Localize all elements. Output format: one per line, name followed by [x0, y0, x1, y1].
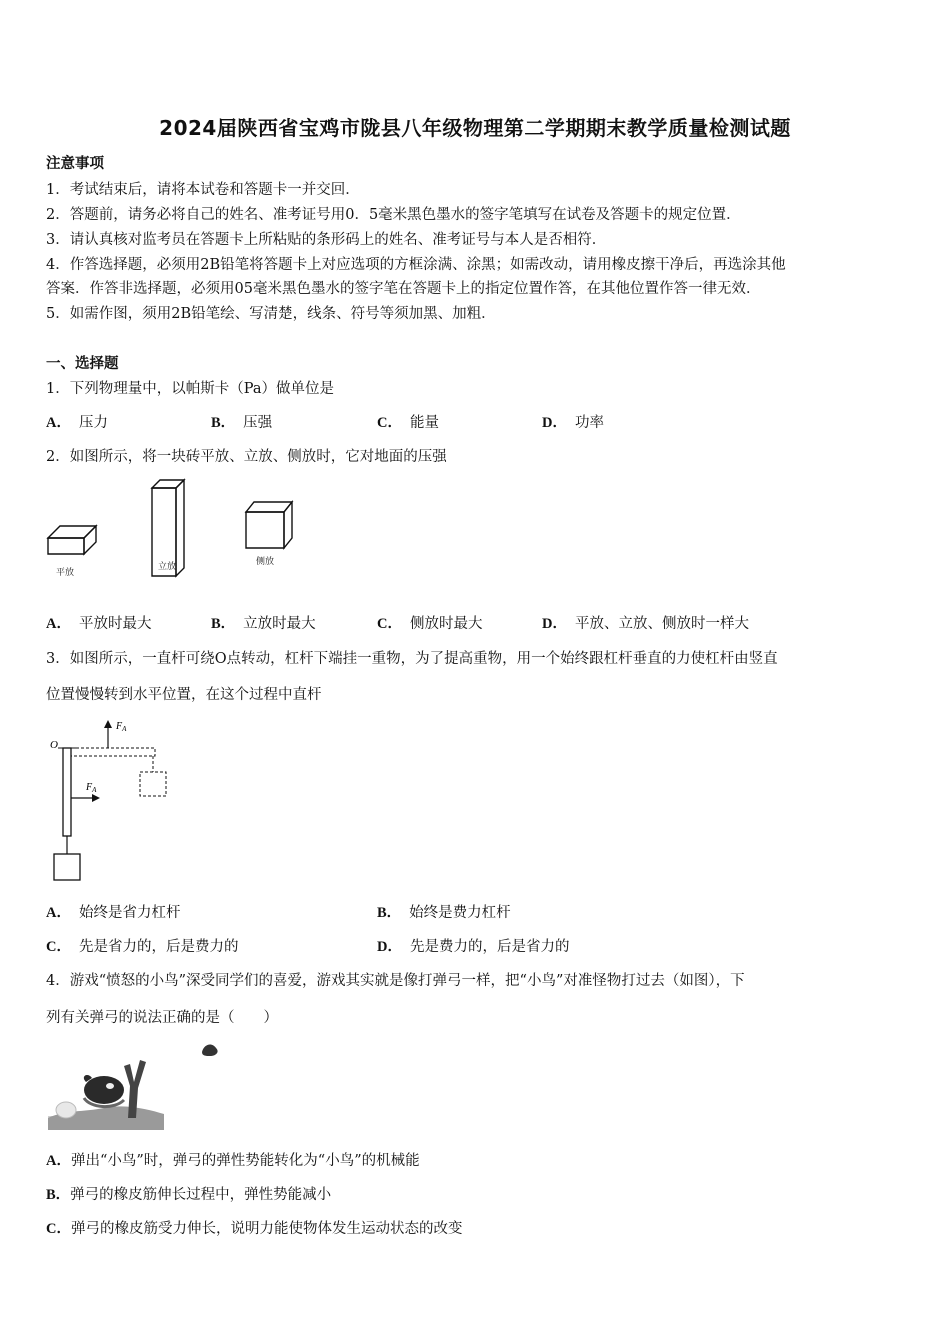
question-2-stem: 2．如图所示，将一块砖平放、立放、侧放时，它对地面的压强	[46, 449, 447, 465]
question-3-stem: 位置慢慢转到水平位置，在这个过程中直杆	[46, 687, 322, 703]
notice-item: 1．考试结束后，请将本试卷和答题卡一并交回．	[46, 182, 360, 198]
q1-option-d: D． 功率	[542, 415, 604, 431]
lever-horizontal-dashed	[71, 748, 155, 756]
force-label-lower: F	[86, 782, 93, 793]
question-4-stem: 4．游戏“愤怒的小鸟”深受同学们的喜爱，游戏其实就是像打弹弓一样，把“小鸟”对准怪物打过去（如图），下	[46, 973, 745, 989]
q3-option-d: D． 先是费力的，后是省力的	[377, 939, 570, 955]
lever-figure	[42, 712, 182, 884]
q1-option-b: B． 压强	[211, 415, 273, 431]
q3-option-a: A． 始终是省力杠杆	[46, 905, 181, 921]
page-title: 2024届陕西省宝鸡市陇县八年级物理第二学期期末教学质量检测试题	[159, 116, 791, 140]
q3-option-b: B． 始终是费力杠杆	[377, 905, 511, 921]
question-4-stem: 列有关弹弓的说法正确的是（ ）	[46, 1010, 278, 1026]
q3-option-c: C． 先是省力的，后是费力的	[46, 939, 239, 955]
question-3-stem: 3．如图所示，一直杆可绕O点转动，杠杆下端挂一重物，为了提高重物，用一个始终跟杠杆垂直的力使杠杆由竖直	[46, 651, 778, 667]
q1-option-a: A． 压力	[46, 415, 108, 431]
q2-option-d: D． 平放、立放、侧放时一样大	[542, 616, 749, 632]
lever-rod	[63, 748, 71, 836]
notice-item: 5．如需作图，须用2B铅笔绘、写清楚，线条、符号等须加黑、加粗．	[46, 306, 496, 322]
q4-option-a: A．弹出“小鸟”时，弹弓的弹性势能转化为“小鸟”的机械能	[46, 1153, 420, 1169]
flat-label: 平放	[56, 568, 75, 578]
section-heading: 一、选择题	[46, 355, 119, 372]
q2-option-a: A． 平放时最大	[46, 616, 152, 632]
brick-figure	[40, 472, 310, 584]
q4-option-b: B．弹弓的橡皮筋伸长过程中，弹性势能减小	[46, 1187, 332, 1203]
weight-block	[54, 854, 80, 880]
notice-item: 4．作答选择题，必须用2B铅笔将答题卡上对应选项的方框涂满、涂黑；如需改动，请用橡皮擦干净后，再选涂其他	[46, 257, 786, 273]
flat-brick	[48, 526, 96, 554]
q4-option-c: C．弹弓的橡皮筋受力伸长，说明力能使物体发生运动状态的改变	[46, 1221, 463, 1237]
notice-item: 3．请认真核对监考员在答题卡上所粘贴的条形码上的姓名、准考证号与本人是否相符．	[46, 232, 607, 248]
svg-text:FA: $F_A$	[86, 782, 97, 794]
upright-label: 立放	[158, 562, 177, 572]
bird-icon	[84, 1076, 124, 1104]
side-label: 侧放	[256, 557, 275, 567]
q1-option-c: C． 能量	[377, 415, 439, 431]
notice-heading: 注意事项	[46, 155, 104, 172]
side-brick	[246, 502, 292, 548]
q2-option-c: C． 侧放时最大	[377, 616, 483, 632]
q2-option-b: B． 立放时最大	[211, 616, 316, 632]
notice-item: 答案．作答非选择题，必须用05毫米黑色墨水的签字笔在答题卡上的指定位置作答，在其他位置作答一律无效．	[46, 281, 761, 297]
angry-birds-image	[44, 1038, 224, 1136]
pivot-label: O	[50, 739, 58, 751]
weight-block-dashed	[140, 772, 166, 796]
force-label-upper: F	[116, 721, 123, 732]
question-1-stem: 1．下列物理量中，以帕斯卡（Pa）做单位是	[46, 381, 334, 397]
notice-item: 2．答题前，请务必将自己的姓名、准考证号用0．5毫米黑色墨水的签字笔填写在试卷及答题卡的规定位置．	[46, 207, 741, 223]
svg-text:FA: $F_A$	[116, 721, 127, 733]
flying-bird-icon	[202, 1045, 218, 1056]
